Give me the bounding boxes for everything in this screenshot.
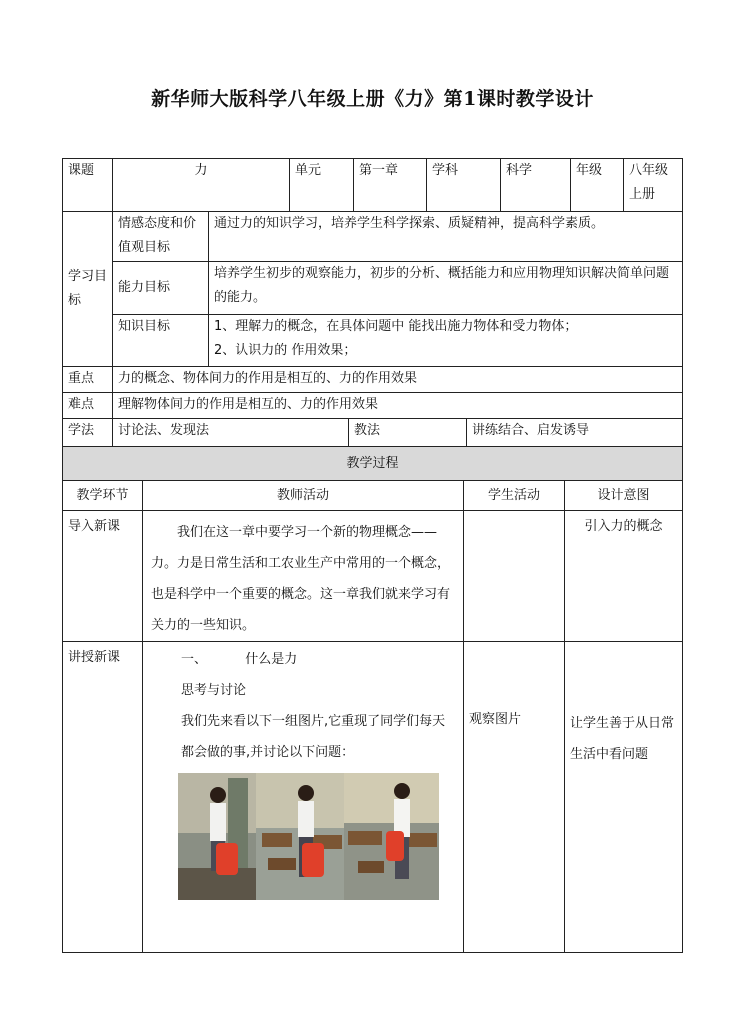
unit-value: 第一章	[354, 159, 427, 212]
discussion-label: 思考与讨论	[181, 683, 247, 698]
knowledge-line-1: 1、理解力的概念，在具体问题中 能找出施力物体和受力物体；	[214, 319, 578, 334]
study-method-value: 讨论法、发现法	[113, 419, 349, 447]
student-activity-intro	[464, 511, 565, 642]
design-intent-intro: 引入力的概念	[565, 511, 683, 642]
objectives-table	[62, 211, 683, 367]
objective-text-ability: 培养学生初步的观察能力，初步的分析、概括能力和应用物理知识解决简单问题的能力。	[209, 262, 683, 315]
column-header-stage: 教学环节	[63, 481, 143, 511]
stage-lecture: 讲授新课	[63, 642, 143, 953]
subject-label: 学科	[427, 159, 501, 212]
grade-label: 年级	[571, 159, 624, 212]
topic-label: 课题	[63, 159, 113, 212]
objective-label-ability: 能力目标	[113, 262, 209, 315]
objective-text-knowledge	[209, 315, 683, 367]
section-number: 一、	[181, 652, 208, 667]
stage-intro: 导入新课	[63, 511, 143, 642]
grade-value: 八年级上册	[624, 159, 683, 212]
section-heading	[151, 644, 455, 675]
difficulty-label: 难点	[63, 393, 113, 419]
teach-method-value: 讲练结合、启发诱导	[467, 419, 683, 447]
lesson-info-table	[62, 158, 683, 212]
objective-text-attitude: 通过力的知识学习，培养学生科学探索、质疑精神，提高科学素质。	[209, 212, 683, 262]
objective-label-knowledge: 知识目标	[113, 315, 209, 367]
key-points-table	[62, 366, 683, 447]
student-activity-lecture: 观察图片	[464, 642, 565, 953]
document-title: 新华师大版科学八年级上册《力》第1课时教学设计	[151, 88, 594, 110]
discussion-text: 我们先来看以下一组图片,它重现了同学们每天都会做的事,并讨论以下问题：	[181, 714, 446, 760]
teacher-activity-lecture	[143, 642, 464, 953]
knowledge-line-2: 2、认识力的 作用效果；	[214, 343, 357, 358]
design-intent-lecture: 让学生善于从日常生活中看问题	[565, 642, 683, 953]
column-header-intent: 设计意图	[565, 481, 683, 511]
teacher-activity-intro: 我们在这一章中要学习一个新的物理概念——力。力是日常生活和工农业生产中常用的一个概念，也是科学中一个重要的概念。这一章我们就来学习有关力的一些知识。	[143, 511, 464, 642]
unit-label: 单元	[290, 159, 354, 212]
key-point-label: 重点	[63, 367, 113, 393]
column-header-teacher: 教师活动	[143, 481, 464, 511]
teach-method-label: 教法	[349, 419, 467, 447]
column-header-student: 学生活动	[464, 481, 565, 511]
process-table	[62, 446, 683, 953]
difficulty-text: 理解物体间力的作用是相互的、力的作用效果	[113, 393, 683, 419]
student-backpack-photo	[178, 773, 439, 900]
key-point-text: 力的概念、物体间力的作用是相互的、力的作用效果	[113, 367, 683, 393]
objectives-group-label: 学习目标	[63, 212, 113, 367]
section-title: 什么是力	[245, 652, 298, 667]
objective-label-attitude: 情感态度和价值观目标	[113, 212, 209, 262]
subject-value: 科学	[501, 159, 571, 212]
process-header: 教学过程	[63, 447, 683, 481]
topic-value: 力	[113, 159, 290, 212]
study-method-label: 学法	[63, 419, 113, 447]
